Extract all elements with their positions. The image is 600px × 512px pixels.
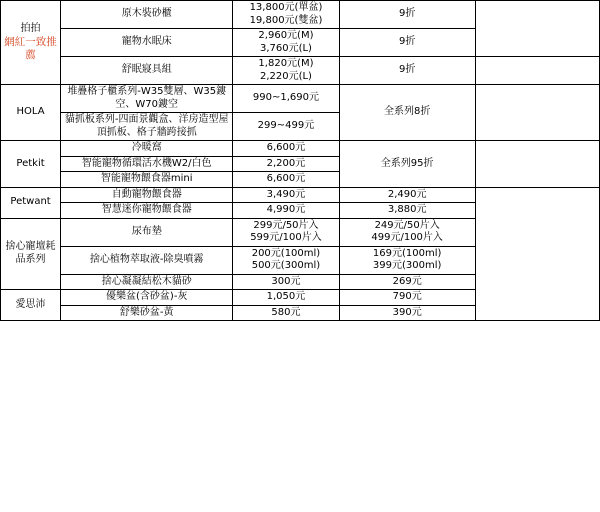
- item-name: 捨心植物萃取液-除臭噴霧: [61, 246, 233, 274]
- item-discount: 全系列8折: [339, 85, 475, 141]
- item-name: 舒樂砂盆-黃: [61, 305, 233, 321]
- item-price: 580元: [233, 305, 339, 321]
- item-name: 智慧迷你寵物餵食器: [61, 203, 233, 219]
- brand-cell-aisipei: 愛思沛: [1, 290, 61, 321]
- item-discount: 390元: [339, 305, 475, 321]
- table-row: [1, 85, 600, 113]
- brand-cell-paipai: 拍拍 網紅一致推薦: [1, 1, 61, 85]
- item-discount: 3,880元: [339, 203, 475, 219]
- item-name: 原木裝砂櫃: [61, 1, 233, 29]
- item-discount: 9折: [339, 57, 475, 85]
- item-name: 自動寵物餵食器: [61, 187, 233, 203]
- item-name: 寵物水眠床: [61, 29, 233, 57]
- brand-cell-petkit: Petkit: [1, 141, 61, 188]
- item-discount: 9折: [339, 1, 475, 29]
- item-price: 299~499元: [233, 113, 339, 141]
- table-row: [1, 187, 600, 203]
- item-name: 捨心凝凝結松木貓砂: [61, 274, 233, 290]
- item-price: 2,960元(M) 3,760元(L): [233, 29, 339, 57]
- item-discount: 269元: [339, 274, 475, 290]
- item-name: 智能寵物循環活水機W2/白色: [61, 156, 233, 172]
- empty-photo-cell: [475, 187, 599, 321]
- item-discount: 全系列95折: [339, 141, 475, 188]
- product-photo-green-wall-pet-bed: [475, 57, 599, 85]
- table-row: [1, 1, 600, 29]
- item-name: 智能寵物餵食器mini: [61, 172, 233, 188]
- item-price: 4,990元: [233, 203, 339, 219]
- item-discount: 9折: [339, 29, 475, 57]
- item-price: 200元(100ml) 500元(300ml): [233, 246, 339, 274]
- item-price: 1,050元: [233, 290, 339, 306]
- product-photo-wooden-cat-cabinet: [475, 1, 599, 57]
- item-price: 2,200元: [233, 156, 339, 172]
- item-discount: 2,490元: [339, 187, 475, 203]
- table-row: [1, 57, 600, 85]
- item-price: 299元/50片入 599元/100片入: [233, 218, 339, 246]
- item-name: 優樂盆(含砂盆)-灰: [61, 290, 233, 306]
- item-price: 6,600元: [233, 172, 339, 188]
- product-photo-cardboard-cat-box: [475, 85, 599, 141]
- item-price: 1,820元(M) 2,220元(L): [233, 57, 339, 85]
- brand-cell-petwant: Petwant: [1, 187, 61, 218]
- table-row: [1, 141, 600, 157]
- brand-cell-hola: HOLA: [1, 85, 61, 141]
- product-photo-pet-water-fountain: [475, 141, 599, 188]
- item-price: 990~1,690元: [233, 85, 339, 113]
- item-name: 冷暖窩: [61, 141, 233, 157]
- item-name: 貓抓板系列-四面景觀盒、洋房造型屋頂抓板、格子牆跨接抓: [61, 113, 233, 141]
- item-discount: 790元: [339, 290, 475, 306]
- item-name: 舒眠寢具組: [61, 57, 233, 85]
- item-discount: 249元/50片入 499元/100片入: [339, 218, 475, 246]
- brand-cell-shexin: 捨心寵壇耗品系列: [1, 218, 61, 290]
- item-name: 堆疊格子櫃系列-W35雙層、W35鏤空、W70鏤空: [61, 85, 233, 113]
- item-price: 13,800元(單盆) 19,800元(雙盆): [233, 1, 339, 29]
- item-price: 6,600元: [233, 141, 339, 157]
- item-discount: 169元(100ml) 399元(300ml): [339, 246, 475, 274]
- item-price: 3,490元: [233, 187, 339, 203]
- item-name: 尿布墊: [61, 218, 233, 246]
- item-price: 300元: [233, 274, 339, 290]
